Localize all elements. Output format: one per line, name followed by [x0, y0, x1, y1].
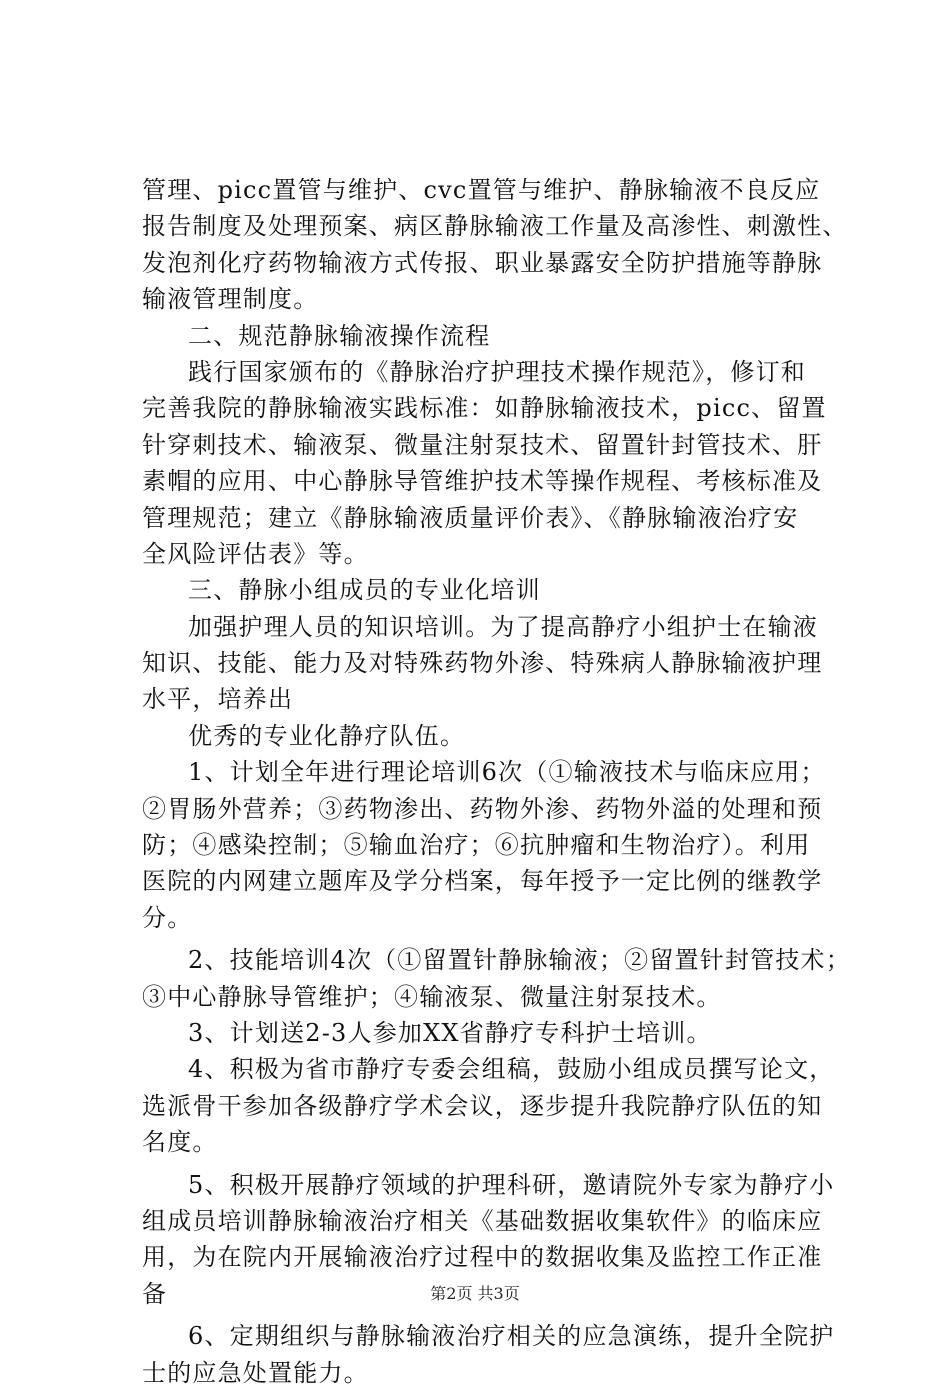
list-item: 1、计划全年进行理论培训6次（①输液技术与临床应用；	[188, 758, 826, 787]
text-line: ②胃肠外营养；③药物渗出、药物外渗、药物外溢的处理和预	[142, 794, 823, 823]
document-body	[142, 172, 851, 1391]
text-line: 管理、picc置管与维护、cvc置管与维护、静脉输液不良反应	[142, 176, 821, 204]
text-line: 士的应急处置能力。	[142, 1358, 369, 1387]
section-heading: 三、静脉小组成员的专业化培训	[188, 576, 541, 605]
section-heading: 二、规范静脉输液操作流程	[188, 321, 491, 350]
text-line: 医院的内网建立题库及学分档案，每年授予一定比例的继教学	[142, 867, 823, 896]
text-line: 输液管理制度。	[142, 285, 319, 314]
text-line: 针穿刺技术、输液泵、微量注射泵技术、留置针封管技术、肝	[142, 430, 823, 459]
text-line: 组成员培训静脉输液治疗相关《基础数据收集软件》的临床应	[142, 1206, 823, 1235]
text-line: 践行国家颁布的《静脉治疗护理技术操作规范》，修订和	[188, 357, 806, 386]
list-item: 3、计划送2-3人参加XX省静疗专科护士培训。	[188, 1018, 712, 1047]
text-line: 素帽的应用、中心静脉导管维护技术等操作规程、考核标准及	[142, 467, 823, 496]
text-line: 分。	[142, 903, 193, 932]
text-line: 防；④感染控制；⑤输血治疗；⑥抗肿瘤和生物治疗）。利用	[142, 831, 811, 860]
text-line: 备	[142, 1279, 168, 1308]
list-item: 4、积极为省市静疗专委会组稿，鼓励小组成员撰写论文，	[188, 1055, 835, 1084]
text-line: 名度。	[142, 1128, 218, 1157]
text-line: 管理规范；建立《静脉输液质量评价表》、《静脉输液治疗安	[142, 503, 799, 532]
list-item: 5、积极开展静疗领域的护理科研，邀请院外专家为静疗小	[188, 1170, 835, 1199]
list-item: 2、技能培训4次（①留置针静脉输液；②留置针封管技术；	[188, 946, 851, 975]
text-line: 水平，培养出	[142, 685, 294, 714]
text-line: 用，为在院内开展输液治疗过程中的数据收集及监控工作正准	[142, 1243, 823, 1272]
text-line: 选派骨干参加各级静疗学术会议，逐步提升我院静疗队伍的知	[142, 1091, 823, 1120]
text-line: 知识、技能、能力及对特殊药物外渗、特殊病人静脉输液护理	[142, 649, 823, 678]
page-number-footer: 第2页 共3页	[430, 1284, 520, 1303]
text-line: 优秀的专业化静疗队伍。	[188, 721, 466, 750]
text-line: 报告制度及处理预案、病区静脉输液工作量及高渗性、刺激性、	[142, 212, 848, 241]
text-line: 全风险评估表》等。	[142, 539, 369, 568]
text-line: ③中心静脉导管维护；④输液泵、微量注射泵技术。	[142, 982, 722, 1011]
text-line: 完善我院的静脉输液实践标准：如静脉输液技术，picc、留置	[142, 394, 827, 423]
text-line: 发泡剂化疗药物输液方式传报、职业暴露安全防护措施等静脉	[142, 248, 823, 277]
list-item: 6、定期组织与静脉输液治疗相关的应急演练，提升全院护	[188, 1322, 835, 1351]
text-line: 加强护理人员的知识培训。为了提高静疗小组护士在输液	[188, 612, 818, 641]
